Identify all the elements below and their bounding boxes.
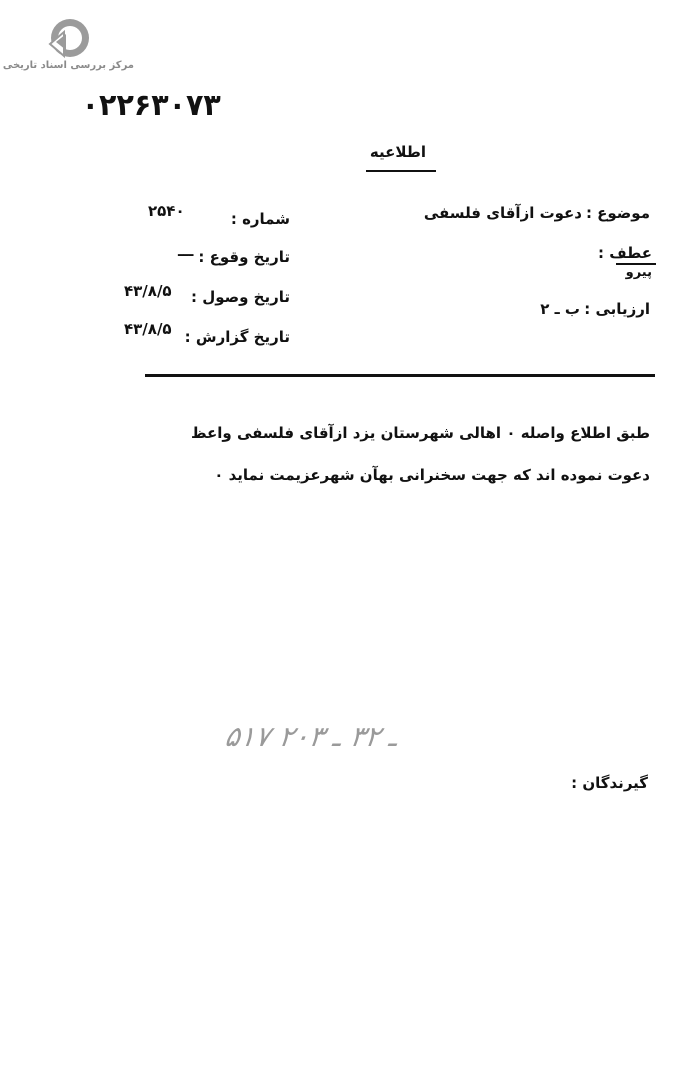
reference-label: عطف : [598, 244, 652, 262]
subject-label: موضوع : [585, 204, 650, 222]
evaluation-label: ارزیابی : [584, 300, 650, 318]
recipients-label: گیرندگان : [571, 774, 648, 792]
report-label: تاریخ گزارش : [184, 328, 290, 346]
reference-sub: پیرو [625, 265, 652, 280]
evaluation-value: ب ـ ۲ [540, 300, 580, 318]
document-number: ۰۲۲۶۳۰۷۳ [81, 88, 221, 123]
title-underline [366, 170, 436, 172]
occurrence-value: ـــ [178, 242, 194, 260]
receipt-label: تاریخ وصول : [190, 288, 290, 306]
body-line-2: دعوت نموده اند که جهت سخنرانی بهآن شهرعزیمت نماید ۰ [214, 466, 650, 484]
handwritten-note: ۵۱۷ ـ ۳۲ ـ ۲۰۳ [222, 720, 400, 753]
section-divider [145, 374, 655, 377]
body-line-1: طبق اطلاع واصله ۰ اهالی شهرستان یزد ازآقای فلسفی واعظ [190, 424, 650, 442]
report-value: ۴۳/۸/۵ [124, 320, 172, 338]
page-title: اطلاعیه [369, 143, 427, 161]
subject-value: دعوت ازآقای فلسفی [423, 204, 582, 222]
number-value: ۲۵۴۰ [148, 202, 185, 220]
receipt-value: ۴۳/۸/۵ [124, 282, 172, 300]
number-label: شماره : [230, 210, 290, 228]
occurrence-label: تاریخ وقوع : [198, 248, 290, 266]
logo-caption: مرکز بررسی اسناد تاریخی [2, 60, 134, 71]
archive-center-logo-icon [40, 18, 94, 62]
